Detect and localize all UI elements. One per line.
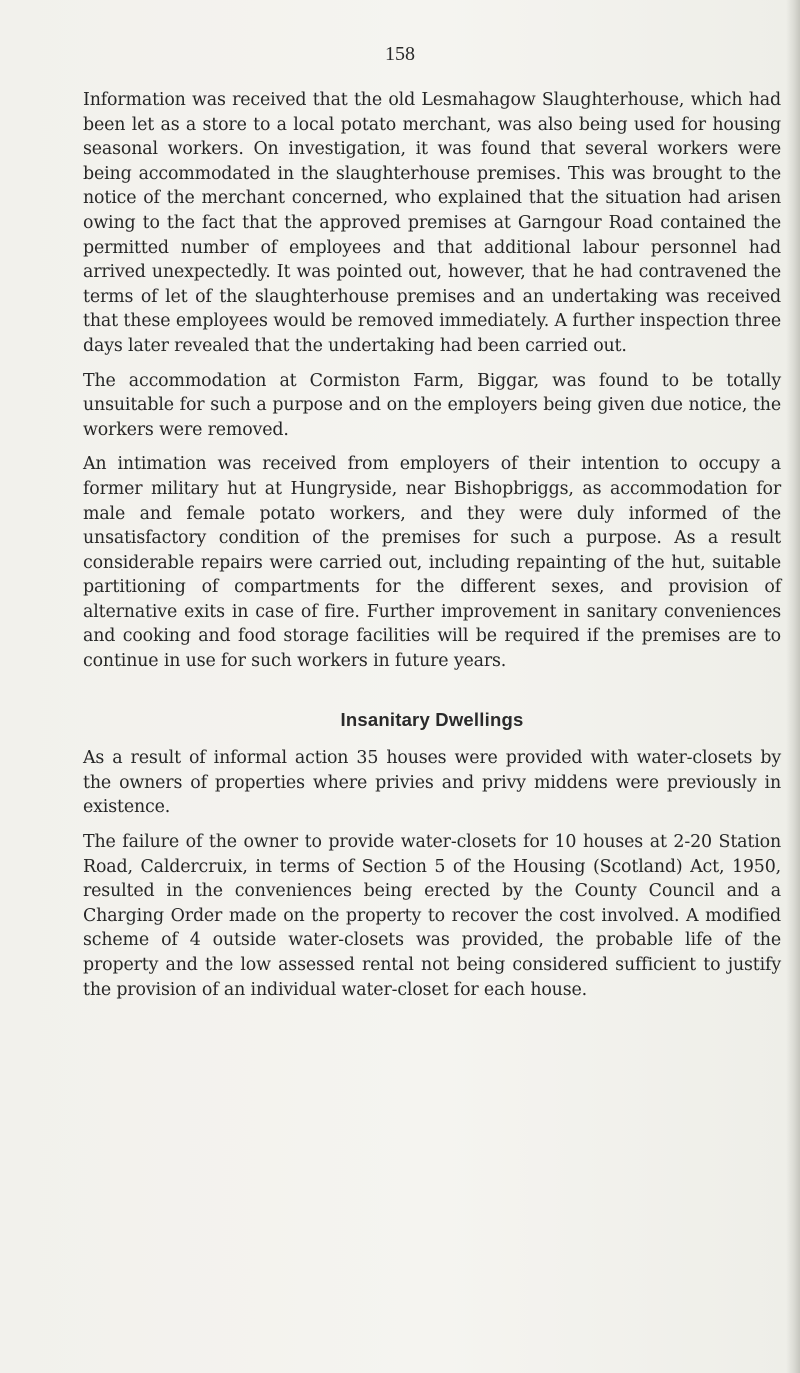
paragraph-informal-action: As a result of informal action 35 houses were provided with water-closets by the owners of properties where privies and privy middens were previously in existence. (83, 748, 781, 818)
paragraph-hungryside-hut: An intimation was received from employers of their intention to occupy a former military hut at Hungryside, near Bishopbriggs, as accommodation for male and female potato workers, and they were duly informed of the unsatisfactory condition of the premises for such a purpose. As a result considerable repairs were carried out, including repainting of the hut, suitable partitioning of compartments for the different sexes, and provision of alternative exits in case of fire. Further improvement in sanitary conveniences and cooking and food storage facilities will be required if the premises are to continue in use for such workers in future years. (83, 454, 781, 672)
page-number: 158 (385, 43, 415, 65)
section-heading: Insanitary Dwellings (340, 708, 524, 730)
paragraph-station-road: The failure of the owner to provide water-closets for 10 houses at 2-20 Station Road, Caldercruix, in terms of Section 5 of the Housing (Scotland) Act, 1950, resulted in the conveniences being erected by the County Council and a Charging Order made on the property to recover the cost involved. A modified scheme of 4 outside water-closets was provided, the probable life of the property and the low assessed rental not being considered sufficient to justify the provision of an individual water-closet for each house. (83, 832, 781, 1000)
paragraph-cormiston-farm: The accommodation at Cormiston Farm, Biggar, was found to be totally unsuitable for such a purpose and on the employers being given due notice, the workers were removed. (83, 370, 781, 440)
page-edge-shadow (786, 0, 800, 1373)
document-body (83, 88, 781, 1012)
paragraph-lesmahagow-slaughterhouse: Information was received that the old Lesmahagow Slaughterhouse, which had been let as a store to a local potato merchant, was also being used for housing seasonal workers. On investigation, it was found that several workers were being accommodated in the slaughterhouse premises. This was brought to the notice of the merchant concerned, who explained that the situation had arisen owing to the fact that the approved premises at Garngour Road contained the permitted number of employees and that additional labour personnel had arrived unexpectedly. It was pointed out, however, that he had contravened the terms of let of the slaughterhouse premises and an undertaking was received that these employees would be removed immediately. A further inspection three days later revealed that the undertaking had been carried out. (83, 90, 781, 356)
